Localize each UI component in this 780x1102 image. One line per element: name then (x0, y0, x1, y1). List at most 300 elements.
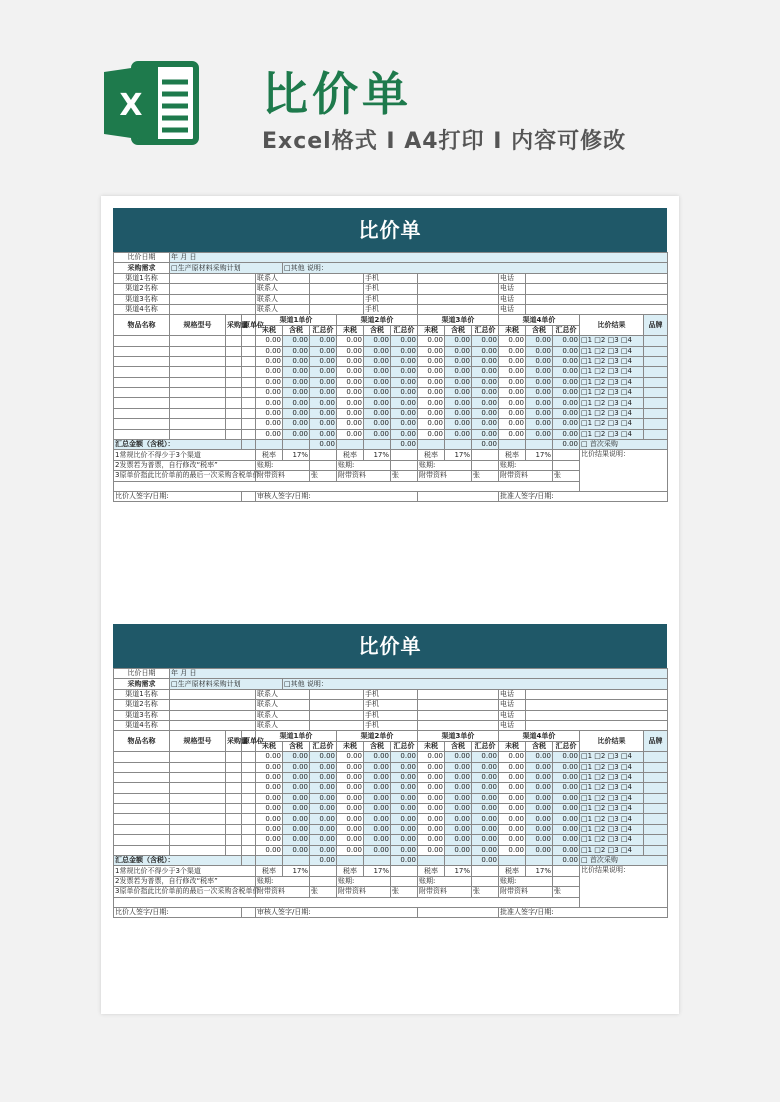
price-cell[interactable]: 0.00 (283, 336, 310, 346)
item-name-cell[interactable] (114, 398, 170, 408)
price-cell[interactable]: 0.00 (526, 398, 553, 408)
brand-cell[interactable] (644, 398, 668, 408)
price-cell[interactable]: 0.00 (391, 398, 418, 408)
price-cell[interactable]: 0.00 (445, 398, 472, 408)
item-name-cell[interactable] (114, 835, 170, 845)
tax-value[interactable]: 17% (526, 450, 553, 460)
item-name-cell[interactable] (114, 783, 170, 793)
price-cell[interactable]: 0.00 (364, 762, 391, 772)
first-purchase-checkbox[interactable]: □ 首次采购 (580, 856, 668, 866)
result-options-cell[interactable]: □1 □2 □3 □4 (580, 824, 644, 834)
price-cell[interactable]: 0.00 (418, 336, 445, 346)
price-cell[interactable]: 0.00 (445, 762, 472, 772)
price-cell[interactable]: 0.00 (553, 845, 580, 855)
price-cell[interactable]: 0.00 (283, 429, 310, 439)
price-cell[interactable]: 0.00 (283, 804, 310, 814)
unit-cell[interactable] (242, 752, 256, 762)
price-cell[interactable]: 0.00 (445, 835, 472, 845)
price-cell[interactable]: 0.00 (283, 824, 310, 834)
price-cell[interactable]: 0.00 (472, 398, 499, 408)
demand-option-other[interactable]: □其他 说明： (283, 679, 668, 689)
qty-cell[interactable] (226, 377, 242, 387)
brand-cell[interactable] (644, 367, 668, 377)
price-cell[interactable]: 0.00 (526, 835, 553, 845)
qty-cell[interactable] (226, 835, 242, 845)
phone-field[interactable] (526, 700, 668, 710)
price-cell[interactable]: 0.00 (283, 793, 310, 803)
spec-cell[interactable] (170, 367, 226, 377)
price-cell[interactable]: 0.00 (364, 429, 391, 439)
spec-cell[interactable] (170, 814, 226, 824)
unit-cell[interactable] (242, 398, 256, 408)
brand-cell[interactable] (644, 336, 668, 346)
price-cell[interactable]: 0.00 (526, 752, 553, 762)
price-cell[interactable]: 0.00 (337, 377, 364, 387)
mobile-field[interactable] (418, 273, 499, 283)
price-cell[interactable]: 0.00 (499, 752, 526, 762)
price-cell[interactable]: 0.00 (445, 804, 472, 814)
price-cell[interactable]: 0.00 (310, 356, 337, 366)
item-name-cell[interactable] (114, 793, 170, 803)
unit-cell[interactable] (242, 814, 256, 824)
price-cell[interactable]: 0.00 (337, 804, 364, 814)
qty-cell[interactable] (226, 356, 242, 366)
price-cell[interactable]: 0.00 (526, 346, 553, 356)
price-cell[interactable]: 0.00 (418, 824, 445, 834)
spec-cell[interactable] (170, 845, 226, 855)
price-cell[interactable]: 0.00 (553, 388, 580, 398)
price-cell[interactable]: 0.00 (283, 408, 310, 418)
tax-value[interactable]: 17% (445, 450, 472, 460)
price-cell[interactable]: 0.00 (418, 752, 445, 762)
unit-cell[interactable] (242, 429, 256, 439)
price-cell[interactable]: 0.00 (283, 772, 310, 782)
price-cell[interactable]: 0.00 (445, 814, 472, 824)
price-cell[interactable]: 0.00 (337, 824, 364, 834)
price-cell[interactable]: 0.00 (526, 783, 553, 793)
price-cell[interactable]: 0.00 (256, 367, 283, 377)
price-cell[interactable]: 0.00 (445, 419, 472, 429)
unit-cell[interactable] (242, 762, 256, 772)
price-cell[interactable]: 0.00 (364, 835, 391, 845)
result-options-cell[interactable]: □1 □2 □3 □4 (580, 762, 644, 772)
price-cell[interactable]: 0.00 (310, 429, 337, 439)
price-cell[interactable]: 0.00 (337, 752, 364, 762)
price-cell[interactable]: 0.00 (337, 762, 364, 772)
price-cell[interactable]: 0.00 (499, 793, 526, 803)
price-cell[interactable]: 0.00 (391, 845, 418, 855)
price-cell[interactable]: 0.00 (445, 752, 472, 762)
price-cell[interactable]: 0.00 (256, 783, 283, 793)
phone-field[interactable] (526, 273, 668, 283)
demand-option-other[interactable]: □其他 说明： (283, 263, 668, 273)
unit-cell[interactable] (242, 408, 256, 418)
unit-cell[interactable] (242, 835, 256, 845)
price-cell[interactable]: 0.00 (553, 793, 580, 803)
price-cell[interactable]: 0.00 (472, 429, 499, 439)
spec-cell[interactable] (170, 419, 226, 429)
result-options-cell[interactable]: □1 □2 □3 □4 (580, 367, 644, 377)
price-cell[interactable]: 0.00 (256, 377, 283, 387)
price-cell[interactable]: 0.00 (391, 429, 418, 439)
price-cell[interactable]: 0.00 (418, 845, 445, 855)
price-cell[interactable]: 0.00 (310, 419, 337, 429)
mobile-field[interactable] (418, 689, 499, 699)
price-cell[interactable]: 0.00 (445, 429, 472, 439)
result-options-cell[interactable]: □1 □2 □3 □4 (580, 804, 644, 814)
price-cell[interactable]: 0.00 (472, 762, 499, 772)
price-cell[interactable]: 0.00 (391, 783, 418, 793)
channel-name-field[interactable] (170, 720, 256, 730)
qty-cell[interactable] (226, 419, 242, 429)
qty-cell[interactable] (226, 336, 242, 346)
period-field[interactable] (310, 876, 337, 886)
price-cell[interactable]: 0.00 (472, 752, 499, 762)
spec-cell[interactable] (170, 793, 226, 803)
qty-cell[interactable] (226, 845, 242, 855)
price-cell[interactable]: 0.00 (499, 429, 526, 439)
price-cell[interactable]: 0.00 (472, 793, 499, 803)
price-cell[interactable]: 0.00 (499, 804, 526, 814)
unit-cell[interactable] (242, 845, 256, 855)
price-cell[interactable]: 0.00 (391, 772, 418, 782)
channel-name-field[interactable] (170, 710, 256, 720)
unit-cell[interactable] (242, 377, 256, 387)
price-cell[interactable]: 0.00 (526, 388, 553, 398)
unit-cell[interactable] (242, 783, 256, 793)
unit-cell[interactable] (242, 336, 256, 346)
price-cell[interactable]: 0.00 (283, 835, 310, 845)
brand-cell[interactable] (644, 835, 668, 845)
price-cell[interactable]: 0.00 (283, 419, 310, 429)
channel-name-field[interactable] (170, 689, 256, 699)
price-cell[interactable]: 0.00 (256, 752, 283, 762)
price-cell[interactable]: 0.00 (499, 346, 526, 356)
result-options-cell[interactable]: □1 □2 □3 □4 (580, 783, 644, 793)
price-cell[interactable]: 0.00 (472, 419, 499, 429)
spec-cell[interactable] (170, 377, 226, 387)
contact-field[interactable] (310, 689, 364, 699)
qty-cell[interactable] (226, 346, 242, 356)
item-name-cell[interactable] (114, 367, 170, 377)
price-cell[interactable]: 0.00 (310, 804, 337, 814)
unit-cell[interactable] (242, 793, 256, 803)
brand-cell[interactable] (644, 772, 668, 782)
price-cell[interactable]: 0.00 (526, 772, 553, 782)
price-cell[interactable]: 0.00 (499, 377, 526, 387)
price-cell[interactable]: 0.00 (391, 762, 418, 772)
price-cell[interactable]: 0.00 (337, 398, 364, 408)
signer-approve[interactable]: 批准人签字/日期: (499, 491, 668, 501)
item-name-cell[interactable] (114, 772, 170, 782)
price-cell[interactable]: 0.00 (391, 824, 418, 834)
demand-option-materials[interactable]: □生产原材料采购计划 (170, 679, 283, 689)
first-purchase-checkbox[interactable]: □ 首次采购 (580, 440, 668, 450)
date-field[interactable]: 年 月 日 (170, 253, 668, 263)
price-cell[interactable]: 0.00 (337, 783, 364, 793)
price-cell[interactable]: 0.00 (472, 356, 499, 366)
price-cell[interactable]: 0.00 (256, 429, 283, 439)
price-cell[interactable]: 0.00 (499, 845, 526, 855)
price-cell[interactable]: 0.00 (526, 845, 553, 855)
unit-cell[interactable] (242, 356, 256, 366)
price-cell[interactable]: 0.00 (256, 814, 283, 824)
price-cell[interactable]: 0.00 (391, 408, 418, 418)
price-cell[interactable]: 0.00 (445, 336, 472, 346)
period-field[interactable] (391, 876, 418, 886)
price-cell[interactable]: 0.00 (337, 346, 364, 356)
unit-cell[interactable] (242, 367, 256, 377)
price-cell[interactable]: 0.00 (445, 356, 472, 366)
qty-cell[interactable] (226, 388, 242, 398)
price-cell[interactable]: 0.00 (553, 814, 580, 824)
price-cell[interactable]: 0.00 (499, 336, 526, 346)
unit-cell[interactable] (242, 419, 256, 429)
price-cell[interactable]: 0.00 (526, 793, 553, 803)
result-options-cell[interactable]: □1 □2 □3 □4 (580, 398, 644, 408)
qty-cell[interactable] (226, 762, 242, 772)
item-name-cell[interactable] (114, 419, 170, 429)
contact-field[interactable] (310, 284, 364, 294)
spec-cell[interactable] (170, 429, 226, 439)
brand-cell[interactable] (644, 783, 668, 793)
contact-field[interactable] (310, 700, 364, 710)
price-cell[interactable]: 0.00 (256, 398, 283, 408)
price-cell[interactable]: 0.00 (526, 814, 553, 824)
unit-cell[interactable] (242, 388, 256, 398)
price-cell[interactable]: 0.00 (364, 377, 391, 387)
price-cell[interactable]: 0.00 (553, 419, 580, 429)
qty-cell[interactable] (226, 752, 242, 762)
price-cell[interactable]: 0.00 (337, 419, 364, 429)
result-options-cell[interactable]: □1 □2 □3 □4 (580, 346, 644, 356)
price-cell[interactable]: 0.00 (472, 772, 499, 782)
spec-cell[interactable] (170, 824, 226, 834)
price-cell[interactable]: 0.00 (418, 356, 445, 366)
phone-field[interactable] (526, 294, 668, 304)
item-name-cell[interactable] (114, 824, 170, 834)
result-options-cell[interactable]: □1 □2 □3 □4 (580, 419, 644, 429)
price-cell[interactable]: 0.00 (445, 824, 472, 834)
price-cell[interactable]: 0.00 (391, 814, 418, 824)
price-cell[interactable]: 0.00 (364, 419, 391, 429)
result-note[interactable]: 比价结果说明： (580, 450, 668, 492)
result-options-cell[interactable]: □1 □2 □3 □4 (580, 845, 644, 855)
price-cell[interactable]: 0.00 (499, 367, 526, 377)
price-cell[interactable]: 0.00 (283, 367, 310, 377)
signer-review[interactable]: 审核人签字/日期: (256, 491, 418, 501)
result-options-cell[interactable]: □1 □2 □3 □4 (580, 772, 644, 782)
price-cell[interactable]: 0.00 (472, 336, 499, 346)
price-cell[interactable]: 0.00 (418, 783, 445, 793)
price-cell[interactable]: 0.00 (526, 762, 553, 772)
signer-compare[interactable]: 比价人签字/日期: (114, 907, 242, 917)
tax-value[interactable]: 17% (364, 866, 391, 876)
demand-option-materials[interactable]: □生产原材料采购计划 (170, 263, 283, 273)
spec-cell[interactable] (170, 772, 226, 782)
price-cell[interactable]: 0.00 (364, 752, 391, 762)
price-cell[interactable]: 0.00 (553, 772, 580, 782)
price-cell[interactable]: 0.00 (499, 398, 526, 408)
brand-cell[interactable] (644, 356, 668, 366)
price-cell[interactable]: 0.00 (310, 824, 337, 834)
price-cell[interactable]: 0.00 (310, 367, 337, 377)
price-cell[interactable]: 0.00 (283, 762, 310, 772)
spec-cell[interactable] (170, 388, 226, 398)
price-cell[interactable]: 0.00 (310, 752, 337, 762)
spec-cell[interactable] (170, 762, 226, 772)
price-cell[interactable]: 0.00 (310, 346, 337, 356)
spec-cell[interactable] (170, 408, 226, 418)
period-field[interactable] (391, 460, 418, 470)
price-cell[interactable]: 0.00 (445, 346, 472, 356)
mobile-field[interactable] (418, 294, 499, 304)
price-cell[interactable]: 0.00 (310, 772, 337, 782)
brand-cell[interactable] (644, 408, 668, 418)
price-cell[interactable]: 0.00 (391, 346, 418, 356)
price-cell[interactable]: 0.00 (499, 356, 526, 366)
brand-cell[interactable] (644, 762, 668, 772)
spec-cell[interactable] (170, 783, 226, 793)
result-options-cell[interactable]: □1 □2 □3 □4 (580, 336, 644, 346)
price-cell[interactable]: 0.00 (472, 388, 499, 398)
result-options-cell[interactable]: □1 □2 □3 □4 (580, 388, 644, 398)
price-cell[interactable]: 0.00 (310, 814, 337, 824)
phone-field[interactable] (526, 720, 668, 730)
price-cell[interactable]: 0.00 (391, 388, 418, 398)
result-options-cell[interactable]: □1 □2 □3 □4 (580, 793, 644, 803)
brand-cell[interactable] (644, 824, 668, 834)
contact-field[interactable] (310, 294, 364, 304)
price-cell[interactable]: 0.00 (364, 804, 391, 814)
price-cell[interactable]: 0.00 (337, 356, 364, 366)
channel-name-field[interactable] (170, 284, 256, 294)
price-cell[interactable]: 0.00 (472, 835, 499, 845)
price-cell[interactable]: 0.00 (256, 824, 283, 834)
price-cell[interactable]: 0.00 (553, 783, 580, 793)
price-cell[interactable]: 0.00 (391, 793, 418, 803)
result-options-cell[interactable]: □1 □2 □3 □4 (580, 377, 644, 387)
price-cell[interactable]: 0.00 (553, 377, 580, 387)
price-cell[interactable]: 0.00 (526, 367, 553, 377)
price-cell[interactable]: 0.00 (256, 356, 283, 366)
price-cell[interactable]: 0.00 (553, 367, 580, 377)
mobile-field[interactable] (418, 304, 499, 314)
price-cell[interactable]: 0.00 (337, 793, 364, 803)
price-cell[interactable]: 0.00 (445, 793, 472, 803)
price-cell[interactable]: 0.00 (364, 772, 391, 782)
price-cell[interactable]: 0.00 (310, 793, 337, 803)
price-cell[interactable]: 0.00 (499, 408, 526, 418)
price-cell[interactable]: 0.00 (499, 824, 526, 834)
period-field[interactable] (553, 460, 580, 470)
price-cell[interactable]: 0.00 (364, 814, 391, 824)
price-cell[interactable]: 0.00 (418, 419, 445, 429)
price-cell[interactable]: 0.00 (337, 814, 364, 824)
price-cell[interactable]: 0.00 (391, 356, 418, 366)
qty-cell[interactable] (226, 824, 242, 834)
price-cell[interactable]: 0.00 (283, 783, 310, 793)
price-cell[interactable]: 0.00 (310, 377, 337, 387)
mobile-field[interactable] (418, 700, 499, 710)
price-cell[interactable]: 0.00 (364, 793, 391, 803)
brand-cell[interactable] (644, 346, 668, 356)
qty-cell[interactable] (226, 783, 242, 793)
price-cell[interactable]: 0.00 (553, 356, 580, 366)
price-cell[interactable]: 0.00 (553, 824, 580, 834)
qty-cell[interactable] (226, 814, 242, 824)
unit-cell[interactable] (242, 772, 256, 782)
price-cell[interactable]: 0.00 (310, 408, 337, 418)
price-cell[interactable]: 0.00 (418, 772, 445, 782)
price-cell[interactable]: 0.00 (499, 783, 526, 793)
price-cell[interactable]: 0.00 (364, 783, 391, 793)
price-cell[interactable]: 0.00 (418, 377, 445, 387)
spec-cell[interactable] (170, 752, 226, 762)
brand-cell[interactable] (644, 429, 668, 439)
price-cell[interactable]: 0.00 (256, 835, 283, 845)
qty-cell[interactable] (226, 429, 242, 439)
price-cell[interactable]: 0.00 (445, 772, 472, 782)
price-cell[interactable]: 0.00 (364, 346, 391, 356)
price-cell[interactable]: 0.00 (553, 346, 580, 356)
price-cell[interactable]: 0.00 (337, 845, 364, 855)
price-cell[interactable]: 0.00 (337, 388, 364, 398)
price-cell[interactable]: 0.00 (526, 356, 553, 366)
result-options-cell[interactable]: □1 □2 □3 □4 (580, 814, 644, 824)
unit-cell[interactable] (242, 804, 256, 814)
period-field[interactable] (472, 876, 499, 886)
qty-cell[interactable] (226, 367, 242, 377)
item-name-cell[interactable] (114, 356, 170, 366)
qty-cell[interactable] (226, 398, 242, 408)
unit-cell[interactable] (242, 346, 256, 356)
channel-name-field[interactable] (170, 304, 256, 314)
price-cell[interactable]: 0.00 (283, 752, 310, 762)
price-cell[interactable]: 0.00 (418, 762, 445, 772)
price-cell[interactable]: 0.00 (310, 845, 337, 855)
brand-cell[interactable] (644, 419, 668, 429)
price-cell[interactable]: 0.00 (364, 824, 391, 834)
price-cell[interactable]: 0.00 (553, 835, 580, 845)
price-cell[interactable]: 0.00 (337, 429, 364, 439)
tax-value[interactable]: 17% (445, 866, 472, 876)
brand-cell[interactable] (644, 814, 668, 824)
price-cell[interactable]: 0.00 (310, 336, 337, 346)
price-cell[interactable]: 0.00 (499, 772, 526, 782)
notes-area[interactable] (114, 897, 580, 907)
price-cell[interactable]: 0.00 (526, 804, 553, 814)
item-name-cell[interactable] (114, 814, 170, 824)
period-field[interactable] (472, 460, 499, 470)
price-cell[interactable]: 0.00 (526, 336, 553, 346)
price-cell[interactable]: 0.00 (256, 762, 283, 772)
mobile-field[interactable] (418, 284, 499, 294)
contact-field[interactable] (310, 273, 364, 283)
price-cell[interactable]: 0.00 (256, 388, 283, 398)
price-cell[interactable]: 0.00 (310, 388, 337, 398)
item-name-cell[interactable] (114, 408, 170, 418)
qty-cell[interactable] (226, 804, 242, 814)
price-cell[interactable]: 0.00 (391, 804, 418, 814)
price-cell[interactable]: 0.00 (256, 804, 283, 814)
price-cell[interactable]: 0.00 (364, 336, 391, 346)
item-name-cell[interactable] (114, 377, 170, 387)
price-cell[interactable]: 0.00 (337, 367, 364, 377)
spec-cell[interactable] (170, 398, 226, 408)
item-name-cell[interactable] (114, 762, 170, 772)
price-cell[interactable]: 0.00 (364, 388, 391, 398)
